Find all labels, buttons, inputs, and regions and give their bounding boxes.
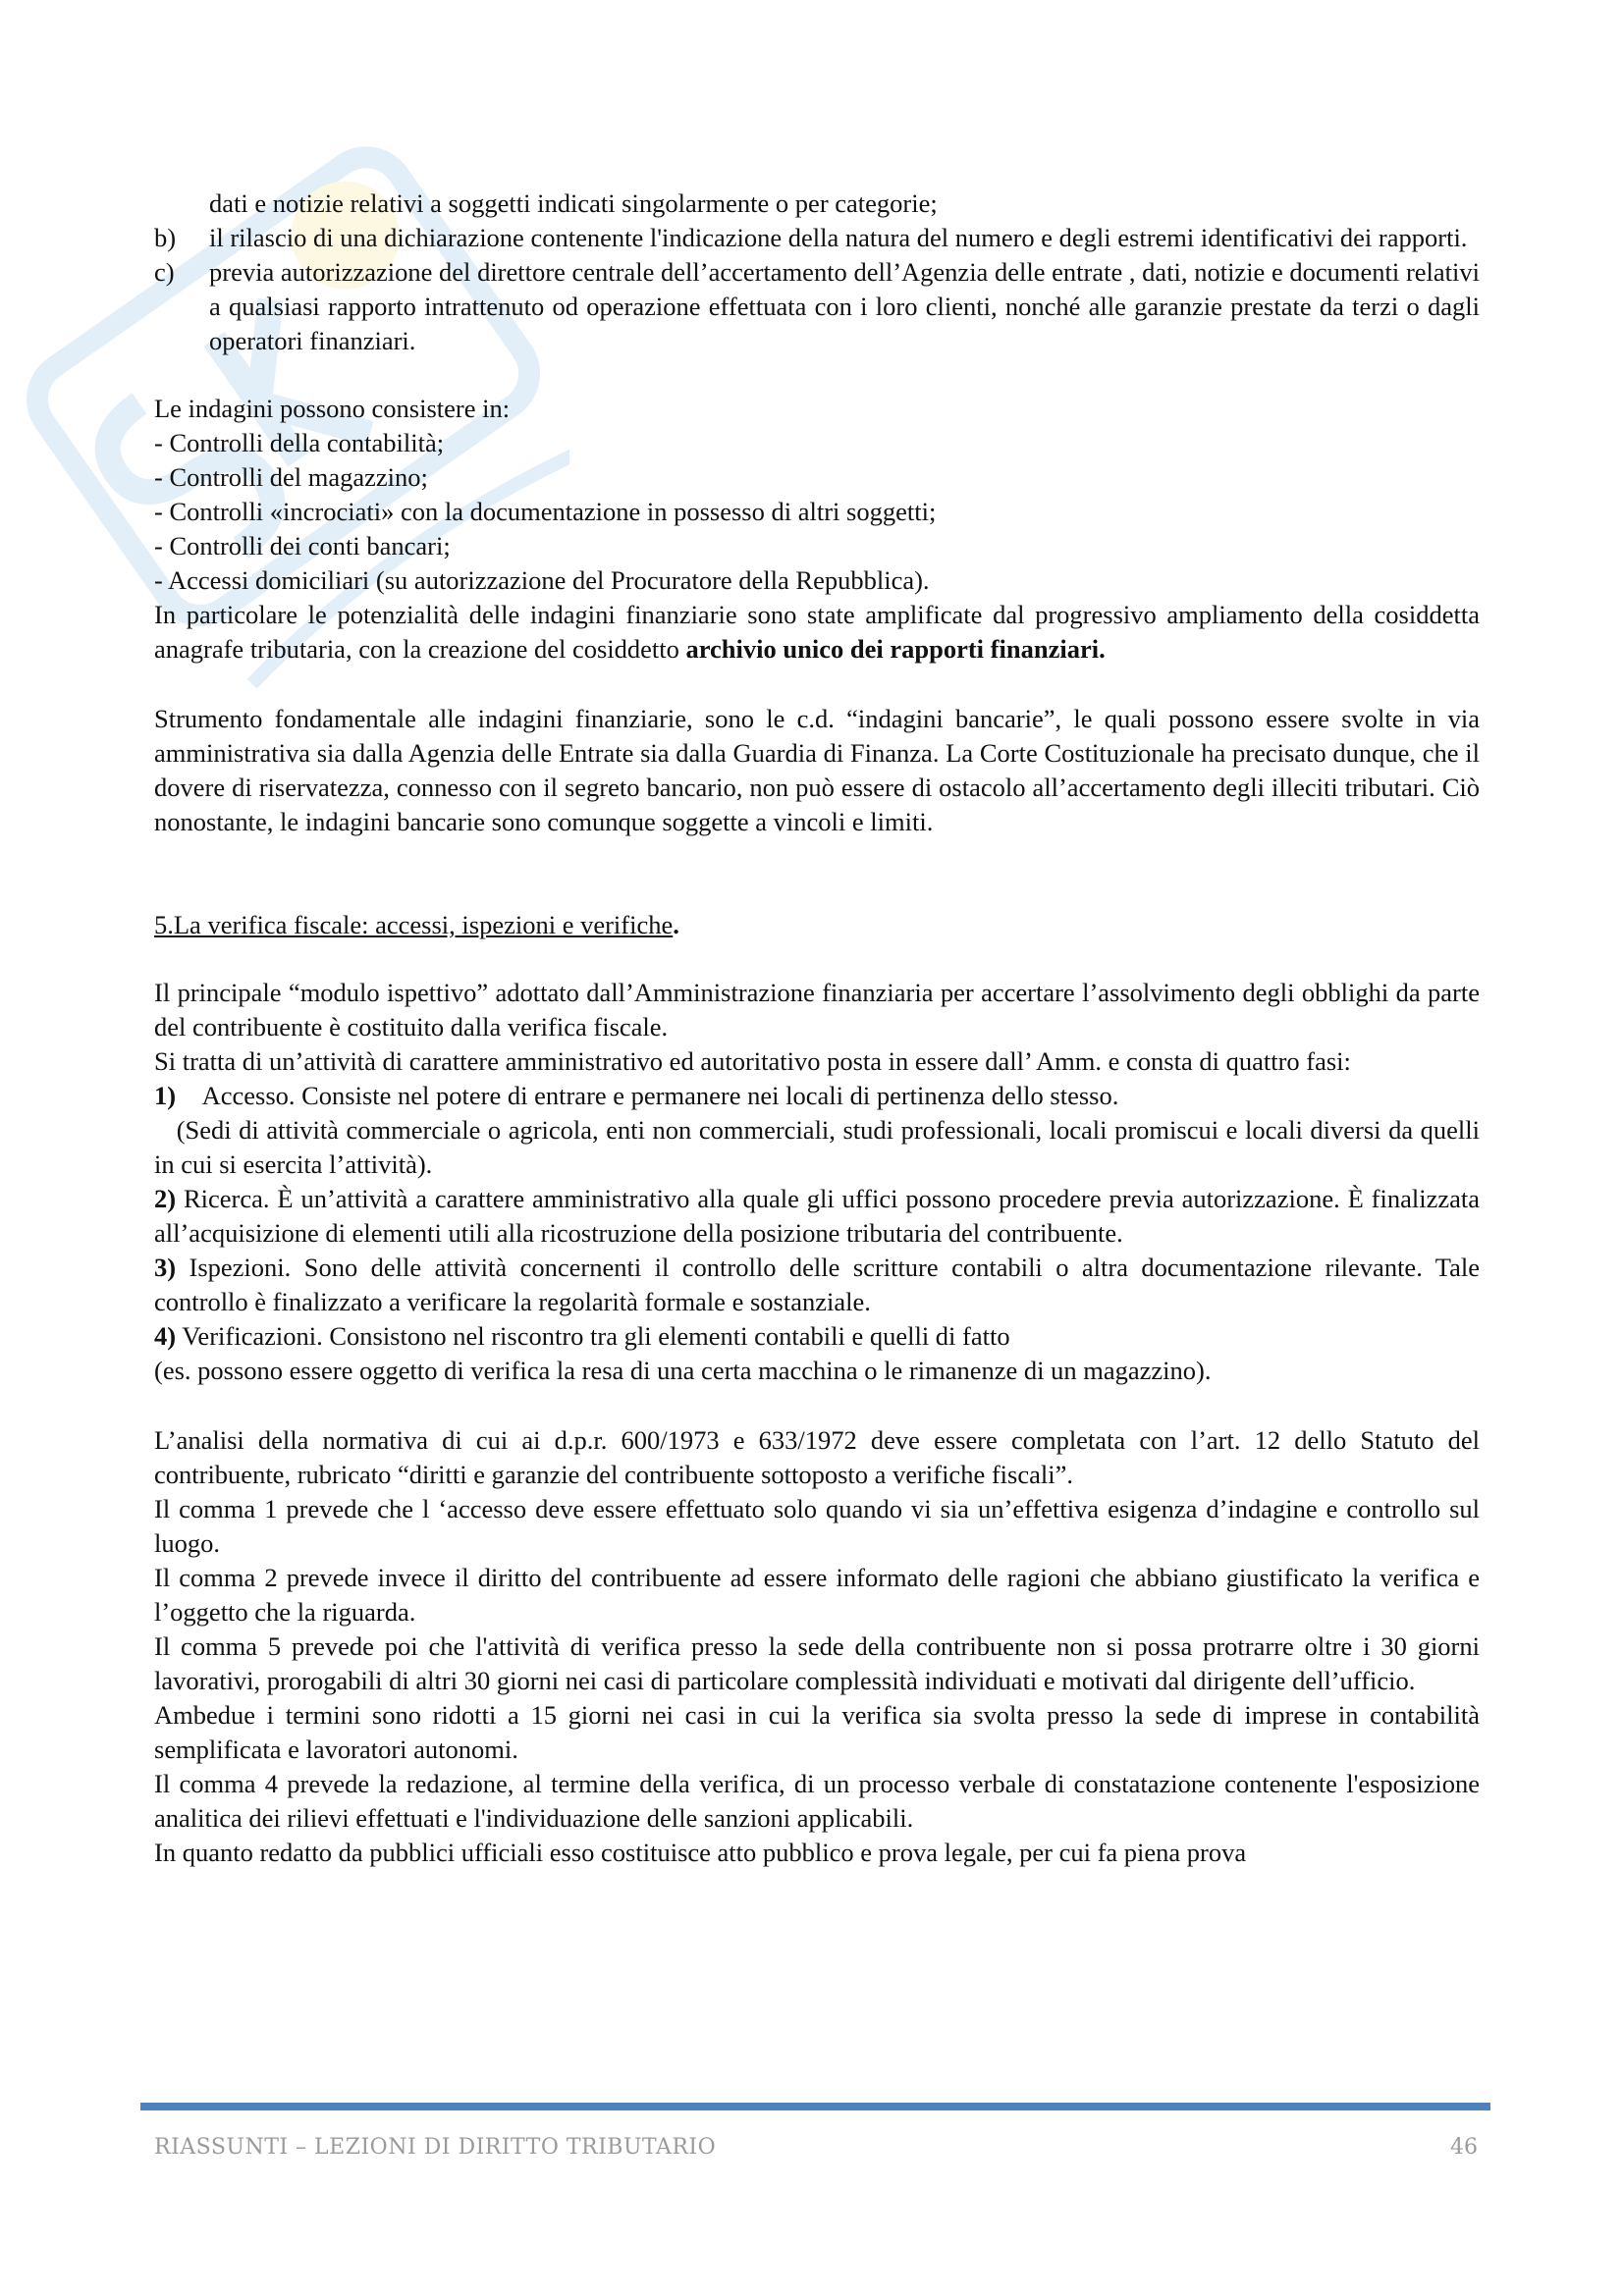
list-item-a-continuation: dati e notizie relativi a soggetti indicati singolarmente o per categorie; [209, 188, 938, 218]
list-item-text: il rilascio di una dichiarazione contenente l'indicazione della natura del numero e degli estremi identificativi dei rapporti. [209, 223, 1468, 252]
phase-text: Ispezioni. Sono delle attività concernenti il controllo delle scritture contabili o altra documentazione rilevante. Tale controllo è finalizzato a verificare la regolarità formale e sostanziale. [154, 1253, 1481, 1316]
phase-text: Accesso. Consiste nel potere di entrare e permanere nei locali di pertinenza dello stesso. [201, 1081, 1119, 1110]
statuto-paragraph: In quanto redatto da pubblici ufficiali esso costituisce atto pubblico e prova legale, per cui fa piena prova [154, 1838, 1247, 1867]
indagini-paragraph-text: In particolare le potenzialità delle indagini finanziarie sono state amplificate dal progressivo ampliamento della cosiddetta anagrafe tributaria, con la creazione del cosiddetto [154, 600, 1480, 664]
indagini-bullet: - Controlli dei conti bancari; [154, 531, 451, 561]
page-number: 46 [1450, 2135, 1478, 2160]
phase-number: 4) [154, 1321, 177, 1351]
phase-item [154, 1182, 1480, 1251]
phase-number: 3) [154, 1253, 177, 1282]
phase-item [154, 1319, 1480, 1354]
list-item-b [154, 221, 1480, 255]
statuto-paragraph: Il comma 4 prevede la redazione, al termine della verifica, di un processo verbale di constatazione contenente l'esposizione analitica dei rilievi effettuati e l'individuazione delle sanzioni applicabili. [154, 1769, 1480, 1833]
phase-note: (es. possono essere oggetto di verifica la resa di una certa macchina o le rimanenze di un magazzino). [154, 1356, 1212, 1385]
phase-number: 2) [154, 1184, 177, 1213]
statuto-paragraph: L’analisi della normativa di cui ai d.p.r. 600/1973 e 633/1972 deve essere completata con l’art. 12 dello Statuto del contribuente, rubricato “diritti e garanzie del contribuente sottoposto a verifiche fiscali”. [154, 1425, 1480, 1489]
archivio-unico-bold: archivio unico dei rapporti finanziari. [685, 634, 1106, 664]
list-marker: c) [154, 257, 175, 287]
section-heading [154, 908, 1480, 942]
list-item-c [154, 255, 1480, 358]
phase-note [154, 1113, 1480, 1182]
footer-title: RIASSUNTI – LEZIONI DI DIRITTO TRIBUTARIO [154, 2135, 717, 2160]
indagini-lead: Le indagini possono consistere in: [154, 394, 511, 423]
verifica-fasi-paragraph: Si tratta di un’attività di carattere amministrativo ed autoritativo posta in essere dall’ Amm. e consta di quattro fasi: [154, 1046, 1351, 1076]
indagini-bullet: - Controlli della contabilità; [154, 428, 445, 457]
statuto-paragraph: Il comma 1 prevede che l ‘accesso deve essere effettuato solo quando vi sia un’effettiva esigenza d’indagine e controllo sul luogo. [154, 1494, 1480, 1558]
phase-item [154, 1251, 1480, 1319]
indagini-bullet: - Controlli «incrociati» con la documentazione in possesso di altri soggetti; [154, 497, 937, 526]
section-heading-dot: . [673, 910, 679, 939]
statuto-paragraph: Ambedue i termini sono ridotti a 15 giorni nei casi in cui la verifica sia svolta presso la sede di imprese in contabilità semplificata e lavoratori autonomi. [154, 1700, 1480, 1764]
phase-text: Ricerca. È un’attività a carattere amministrativo alla quale gli uffici possono procedere previa autorizzazione. È finalizzata all’acquisizione di elementi utili alla ricostruzione della posizione tributaria del contribuente. [154, 1184, 1480, 1248]
indagini-bullet: - Controlli del magazzino; [154, 462, 428, 492]
strumento-paragraph: Strumento fondamentale alle indagini finanziarie, sono le c.d. “indagini bancarie”, le quali possono essere svolte in via amministrativa sia dalla Agenzia delle Entrate sia dalla Guardia di Finanza. La Corte Costituzionale ha precisato dunque, che il dovere di riservatezza, connesso con il segreto bancario, non può essere di ostacolo all’accertamento degli illeciti tributari. Ciò nonostante, le indagini bancarie sono comunque soggette a vincoli e limiti. [154, 704, 1480, 836]
phase-item [154, 1079, 1480, 1113]
statuto-paragraph: Il comma 2 prevede invece il diritto del contribuente ad essere informato delle ragioni che abbiano giustificato la verifica e l’oggetto che la riguarda. [154, 1563, 1480, 1627]
phase-number: 1) [154, 1081, 177, 1110]
page-content [154, 187, 1480, 1870]
list-item-text: previa autorizzazione del direttore centrale dell’accertamento dell’Agenzia delle entrate , dati, notizie e documenti relativi a qualsiasi rapporto intrattenuto od operazione effettuata con i loro clienti, nonché alle garanzie prestate da terzi o dagli operatori finanziari. [209, 257, 1480, 355]
indagini-paragraph [154, 598, 1480, 667]
phase-text: Verificazioni. Consistono nel riscontro tra gli elementi contabili e quelli di fatto [182, 1321, 1010, 1351]
section-heading-text: 5.La verifica fiscale: accessi, ispezioni e verifiche [154, 910, 674, 939]
verifica-intro-paragraph: Il principale “modulo ispettivo” adottato dall’Amministrazione finanziaria per accertare l’assolvimento degli obblighi da parte del contribuente è costituito dalla verifica fiscale. [154, 978, 1480, 1041]
phase-note-text: (Sedi di attività commerciale o agricola, enti non commerciali, studi professionali, locali promiscui e locali diversi da quelli in cui si esercita l’attività). [154, 1115, 1480, 1179]
indagini-bullet: - Accessi domiciliari (su autorizzazione del Procuratore della Repubblica). [154, 565, 930, 595]
footer-rule [140, 2103, 1490, 2110]
statuto-paragraph: Il comma 5 prevede poi che l'attività di verifica presso la sede della contribuente non si possa protrarre oltre i 30 giorni lavorativi, prorogabili di altri 30 giorni nei casi di particolare complessità individuati e motivati dal dirigente dell’ufficio. [154, 1631, 1480, 1695]
list-marker: b) [154, 223, 177, 252]
